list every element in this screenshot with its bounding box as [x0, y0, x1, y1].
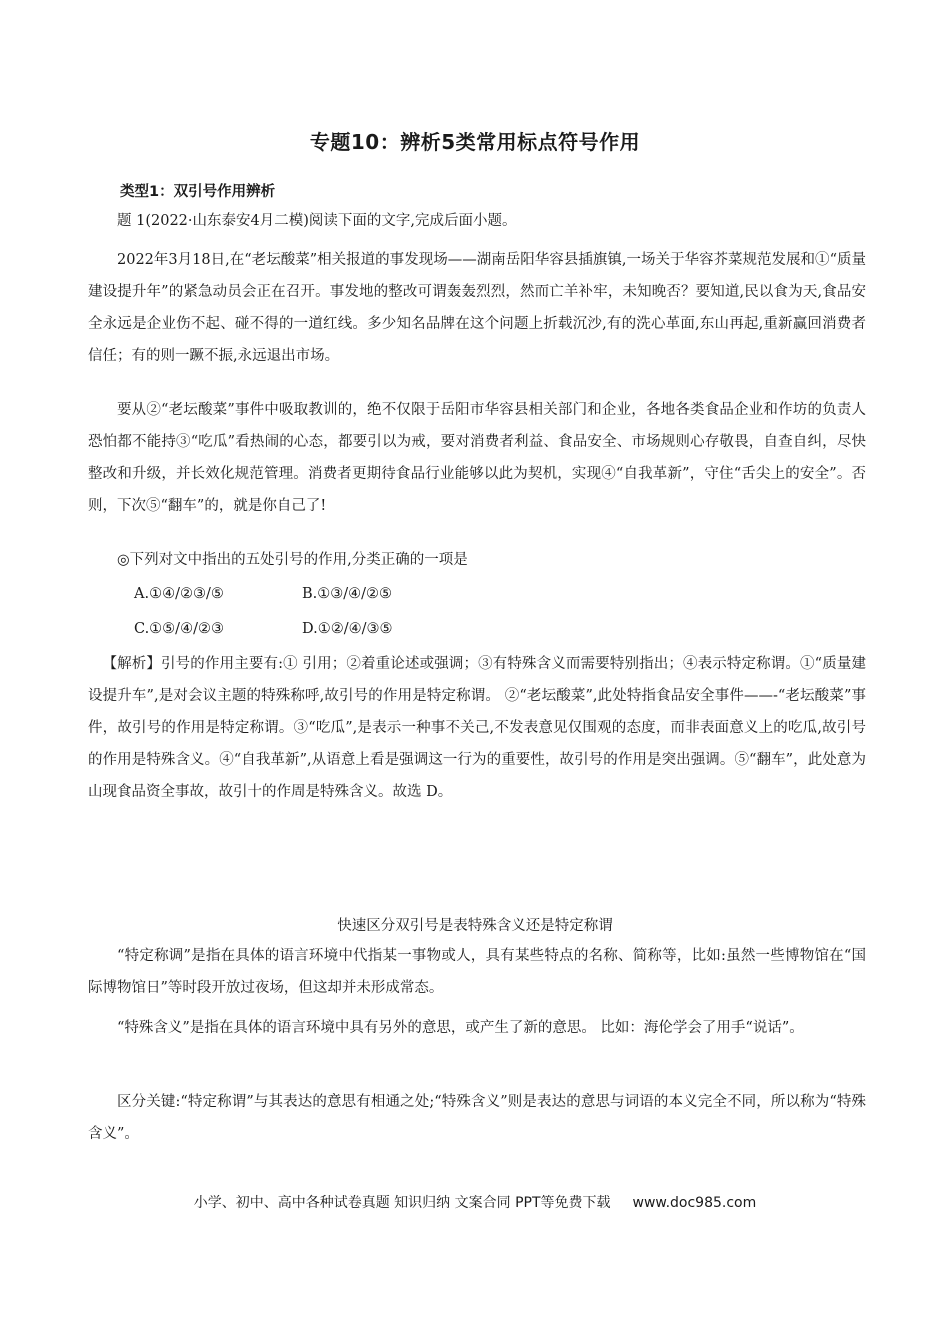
page-title: 专题10：辨析5类常用标点符号作用: [309, 130, 641, 154]
passage-paragraph-2: 要从②“老坛酸菜”事件中吸取教训的，绝不仅限于岳阳市华容县相关部门和企业，各地各类食品企业和作坊的负责人恐怕都不能持③“吃瓜”看热闹的心态，都要引以为戒，要对消费者利益、食品安全、市场规则心存敬畏，自查自纠，尽快整改和升级，并长效化规范管理。消费者更期待食品行业能够以此为契机，实现④“自我革新”，守住“舌尖上的安全”。否则，下次⑤“翻车”的，就是你自己了!: [88, 402, 866, 514]
tip-paragraph-3: 区分关键:“特定称谓”与其表达的意思有相通之处;“特殊含义”则是表达的意思与词语的本义完全不同，所以称为“特殊含义”。: [88, 1094, 866, 1142]
tip-title: 快速区分双引号是表特殊含义还是特定称谓: [337, 918, 613, 934]
option-c: C.①⑤/④/②③: [134, 621, 224, 637]
tip-paragraph-1: “特定称调”是指在具体的语言环境中代指某一事物或人，具有某些特点的名称、简称等，比如:虽然一些博物馆在“国际博物馆日”等时段开放过夜场，但这却并未形成常态。: [88, 948, 866, 996]
passage-paragraph-1: 2022年3月18日,在“老坛酸菜”相关报道的事发现场——湖南岳阳华容县插旗镇,一场关于华容芥菜规范发展和①“质量建设提升年”的紧急动员会正在召开。事发地的整改可谓轰轰烈烈，然而亡羊补牢，未知晚否？要知道,民以食为天,食品安全永远是企业伤不起、碰不得的一道红线。多少知名品牌在这个问题上折载沉沙,有的洗心革面,东山再起,重新赢回消费者信任；有的则一蹶不振,永远退出市场。: [88, 252, 866, 364]
analysis-paragraph: 【解析】引号的作用主要有:① 引用；②着重论述或强调；③有特殊含义而需要特别指出；④表示特定称谓。①“质量建设提升车”,是对会议主题的特殊称呼,故引号的作用是特定称谓。 ②“老坛酸菜”,此处特指食品安全事件——-“老坛酸菜”事件，故引号的作用是特定称谓。③“吃瓜”,是表示一种事不关己,不发表意见仅围观的态度，而非表面意义上的吃瓜,故引号的作用是特殊含义。④“自我革新”,从语意上看是强调这一行为的重要性，故引号的作用是突出强调。⑤“翻车”，此处意为山现食品资全事故，故引十的作周是特殊含义。故选 D。: [88, 656, 866, 800]
option-d: D.①②/④/③⑤: [302, 621, 393, 637]
footer: [0, 1192, 950, 1212]
tip-paragraph-2: “特殊含义”是指在具体的语言环境中具有另外的意思，或产生了新的意思。 比如：海伦学会了用手“说话”。: [117, 1020, 804, 1036]
option-b: B.①③/④/②⑤: [302, 586, 393, 602]
footer-url[interactable]: www.doc985.com: [632, 1195, 757, 1211]
section-label: 类型1：双引号作用辨析: [120, 184, 276, 200]
question-header: 题 1(2022·山东泰安4月二模)阅读下面的文字,完成后面小题。: [117, 213, 517, 229]
question-text: ◎下列对文中指出的五处引号的作用,分类正确的一项是: [117, 552, 468, 568]
option-a: A.①④/②③/⑤: [134, 586, 224, 602]
footer-text: 小学、初中、高中各种试卷真题 知识归纳 文案合同 PPT等免费下载: [193, 1195, 611, 1211]
